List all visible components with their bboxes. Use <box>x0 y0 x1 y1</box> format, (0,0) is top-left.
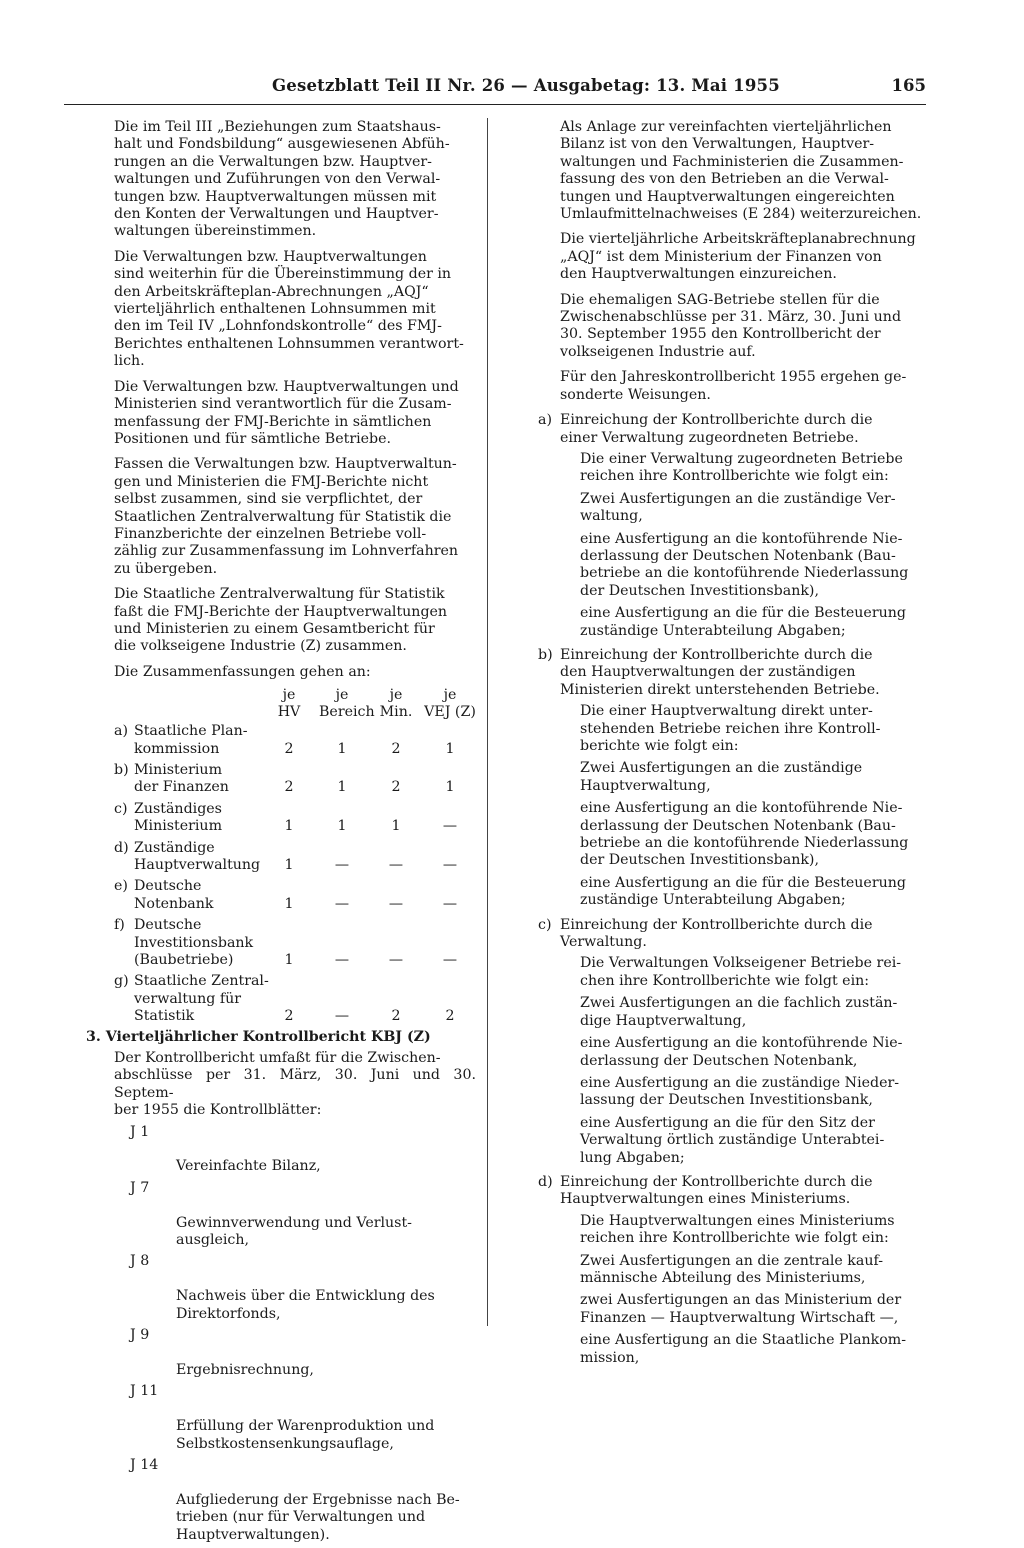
sheet-description: Vereinfachte Bilanz, <box>176 1158 321 1175</box>
table-cell: — <box>334 1008 350 1025</box>
row-label: Staatliche Plan- kommission <box>134 723 248 757</box>
section-body <box>114 1050 476 1548</box>
list-item <box>538 1173 924 1367</box>
list-item <box>114 1180 476 1250</box>
sheet-code: J 8 <box>130 1253 150 1270</box>
item-heading: Einreichung der Kontrollberichte durch die einer Verwaltung zugeordneten Betriebe. <box>560 412 873 446</box>
header-title: Gesetzblatt Teil II Nr. 26 — Ausgabetag: 13. Mai 1955 <box>272 76 780 95</box>
list-item <box>538 412 924 640</box>
paragraph: Fassen die Verwaltungen bzw. Hauptverwaltun- gen und Ministerien die FMJ-Berichte nicht selbst zusammen, sind sie verpflichtet, der Staatlichen Zentralverwaltung für Statistik die Finanzberichte der einzelnen Betriebe voll- zählig zur Zusammenfassung im Lohnverfahren zu übergeben. <box>114 456 459 577</box>
list-item <box>114 1327 476 1379</box>
right-column <box>538 119 924 1374</box>
table-row <box>114 973 476 1025</box>
sheet-code: J 11 <box>130 1383 159 1400</box>
sub-paragraph: eine Ausfertigung an die für die Besteuerung zuständige Unterabteilung Abgaben; <box>580 874 906 909</box>
table-row <box>114 723 476 758</box>
sub-paragraph: Zwei Ausfertigungen an die zuständige Hauptverwaltung, <box>580 760 863 794</box>
paragraph: Die Staatliche Zentralverwaltung für Statistik faßt die FMJ-Berichte der Hauptverwaltungen und Ministerien zu einem Gesamtbericht für die volkseigene Industrie (Z) zusammen. <box>114 586 448 655</box>
table-cell: 1 <box>445 740 455 757</box>
row-label: Ministerium der Finanzen <box>134 762 229 796</box>
table-cell: — <box>334 895 350 912</box>
sheet-code: J 9 <box>130 1327 150 1344</box>
row-label: Zuständiges Ministerium <box>134 800 223 835</box>
sub-paragraph: eine Ausfertigung an die kontoführende Nie- derlassung der Deutschen Notenbank (Bau- betriebe an die kontoführende Niederlassung der Deutschen Investitionsbank), <box>580 530 909 599</box>
table-cell: 1 <box>391 818 401 835</box>
table-cell: — <box>442 952 458 969</box>
row-letter: c) <box>114 800 128 817</box>
sub-paragraph: eine Ausfertigung an die für den Sitz der Verwaltung örtlich zuständige Unterabtei- lung Abgaben; <box>580 1114 885 1166</box>
table-cell: 2 <box>445 1008 455 1025</box>
row-letter: e) <box>114 878 128 895</box>
table-cell: 1 <box>284 818 294 835</box>
paragraph: Die ehemaligen SAG-Betriebe stellen für die Zwischenabschlüsse per 31. März, 30. Juni und 30. September 1955 den Kontrollbericht der volkseigenen Industrie auf. <box>560 291 902 360</box>
distribution-table <box>114 687 476 1026</box>
table-cell: — <box>442 857 458 874</box>
column-divider <box>487 118 488 1326</box>
item-heading: Einreichung der Kontrollberichte durch die Verwaltung. <box>560 916 873 951</box>
table-cell: 1 <box>284 952 294 969</box>
section-intro: Der Kontrollbericht umfaßt für die Zwischen- abschlüsse per 31. März, 30. Juni und 30. Septem- ber 1955 die Kontrollblätter: <box>114 1050 476 1119</box>
row-letter: a) <box>114 723 128 740</box>
row-letter: b) <box>114 762 129 778</box>
table-cell: 2 <box>391 740 401 757</box>
row-label: Staatliche Zentral- verwaltung für Statistik <box>134 973 269 1025</box>
list-item <box>114 1253 476 1323</box>
sub-paragraph: Die Hauptverwaltungen eines Ministeriums reichen ihre Kontrollberichte wie folgt ein: <box>580 1212 895 1247</box>
page-header <box>64 74 926 105</box>
sheet-description: Aufgliederung der Ergebnisse nach Be- trieben (nur für Verwaltungen und Hauptverwaltungen). <box>176 1491 460 1543</box>
sub-paragraph: Zwei Ausfertigungen an die fachlich zustän- dige Hauptverwaltung, <box>580 995 898 1029</box>
table-cell: 1 <box>337 818 347 835</box>
row-letter: f) <box>114 917 125 934</box>
paragraph: Die Verwaltungen bzw. Hauptverwaltungen sind weiterhin für die Übereinstimmung der in den Arbeitskräfteplan-Abrechnungen „AQJ“ vierteljährlich enthaltenen Lohnsummen mit den im Teil IV „Lohnfondskontrolle“ des FMJ- Berichtes enthaltenen Lohnsummen verantwort- lich. <box>114 248 464 370</box>
paragraph: Als Anlage zur vereinfachten vierteljährlichen Bilanz ist von den Verwaltungen, Hauptver- waltungen und Fachministerien die Zusammen- fassung des von den Betrieben an die Verwal- tungen und Hauptverwaltungen eingereichten Umlaufmittelnachweises (E 284) weiterzureichen. <box>560 119 922 223</box>
item-letter: d) <box>538 1173 553 1190</box>
table-cell: — <box>334 952 350 969</box>
list-item <box>114 1383 476 1453</box>
control-sheet-list <box>114 1124 476 1544</box>
item-letter: b) <box>538 646 553 663</box>
paragraph: Die im Teil III „Beziehungen zum Staatshaus- halt und Fondsbildung“ ausgewiesenen Abfüh- rungen an die Verwaltungen bzw. Hauptver- waltungen und Zuführungen von den Verwal- tungen bzw. Hauptverwaltungen müssen mit den Konten der Verwaltungen und Hauptver- waltungen übereinstimmen. <box>114 119 450 240</box>
paragraph: Die Verwaltungen bzw. Hauptverwaltungen und Ministerien sind verantwortlich für die Zusam- menfassung der FMJ-Berichte in sämtlichen Positionen und für sämtliche Betriebe. <box>114 378 459 447</box>
sub-paragraph: zwei Ausfertigungen an das Ministerium der Finanzen — Hauptverwaltung Wirtschaft —, <box>580 1292 902 1326</box>
table-cell: 1 <box>337 779 347 796</box>
sheet-code: J 1 <box>130 1123 150 1140</box>
sub-paragraph: Zwei Ausfertigungen an die zentrale kauf- männische Abteilung des Ministeriums, <box>580 1252 884 1286</box>
sub-paragraph: Zwei Ausfertigungen an die zuständige Ver- waltung, <box>580 490 896 525</box>
sheet-description: Erfüllung der Warenproduktion und Selbstkostensenkungsauflage, <box>176 1418 435 1452</box>
sub-paragraph: Die einer Hauptverwaltung direkt unter- stehenden Betriebe reichen ihre Kontroll- berichte wie folgt ein: <box>580 703 881 754</box>
left-column <box>114 119 476 1030</box>
table-cell: — <box>442 895 458 912</box>
column-header: je Bereich <box>319 687 375 721</box>
table-cell: 1 <box>284 857 294 874</box>
table-cell: 2 <box>284 1008 294 1025</box>
sub-paragraph: Die Verwaltungen Volkseigener Betriebe rei- chen ihre Kontrollberichte wie folgt ein: <box>580 955 902 989</box>
item-heading: Einreichung der Kontrollberichte durch die Hauptverwaltungen eines Ministeriums. <box>560 1173 873 1208</box>
table-cell: 2 <box>391 1008 401 1025</box>
sheet-description: Nachweis über die Entwicklung des Direktorfonds, <box>176 1288 435 1322</box>
table-cell: — <box>334 857 350 874</box>
sub-paragraph: Die einer Verwaltung zugeordneten Betriebe reichen ihre Kontrollberichte wie folgt ein: <box>580 450 903 485</box>
row-letter: g) <box>114 973 129 990</box>
list-item <box>114 1457 476 1544</box>
row-label: Deutsche Investitionsbank (Baubetriebe) <box>134 917 254 969</box>
table-cell: 1 <box>284 895 294 912</box>
distribution-intro: Die Zusammenfassungen gehen an: <box>114 663 371 680</box>
table-cell: 2 <box>284 779 294 796</box>
table-row <box>114 762 476 797</box>
table-row <box>114 840 476 875</box>
row-label: Deutsche Notenbank <box>134 878 214 912</box>
table-cell: — <box>388 952 404 969</box>
list-item <box>538 646 924 910</box>
sheet-code: J 14 <box>130 1456 159 1473</box>
section-heading: 3. Vierteljährlicher Kontrollbericht KBJ (Z) <box>86 1029 431 1045</box>
distribution-header <box>114 687 476 723</box>
column-header: je VEJ (Z) <box>424 687 476 721</box>
row-label: Zuständige Hauptverwaltung <box>134 839 261 874</box>
row-letter: d) <box>114 839 129 856</box>
table-cell: 2 <box>391 779 401 796</box>
sheet-description: Ergebnisrechnung, <box>176 1361 314 1378</box>
sub-paragraph: eine Ausfertigung an die Staatliche Plankom- mission, <box>580 1332 907 1366</box>
table-cell: — <box>388 895 404 912</box>
table-cell: — <box>442 818 458 835</box>
item-letter: c) <box>538 916 552 933</box>
column-header: je HV <box>277 687 301 721</box>
item-letter: a) <box>538 412 552 429</box>
page-number: 165 <box>891 76 926 95</box>
sub-paragraph: eine Ausfertigung an die zuständige Nieder- lassung der Deutschen Investitionsbank, <box>580 1074 900 1109</box>
table-cell: 1 <box>337 740 347 757</box>
sheet-code: J 7 <box>130 1179 150 1196</box>
table-cell: 2 <box>284 740 294 757</box>
sub-paragraph: eine Ausfertigung an die kontoführende Nie- derlassung der Deutschen Notenbank (Bau- betriebe an die kontoführende Niederlassung der Deutschen Investitionsbank), <box>580 800 909 869</box>
table-row <box>114 878 476 913</box>
list-item <box>538 916 924 1167</box>
column-header: je Min. <box>379 687 413 721</box>
paragraph: Für den Jahreskontrollbericht 1955 ergehen ge- sonderte Weisungen. <box>560 369 907 403</box>
paragraph: Die vierteljährliche Arbeitskräfteplanabrechnung „AQJ“ ist dem Ministerium der Finanzen von den Hauptverwaltungen einzureichen. <box>560 231 916 283</box>
item-heading: Einreichung der Kontrollberichte durch die den Hauptverwaltungen der zuständigen Ministerien direkt unterstehenden Betriebe. <box>560 646 880 698</box>
sub-paragraph: eine Ausfertigung an die für die Besteuerung zuständige Unterabteilung Abgaben; <box>580 605 906 639</box>
table-row <box>114 917 476 969</box>
table-cell: — <box>388 857 404 874</box>
table-row <box>114 801 476 836</box>
sub-paragraph: eine Ausfertigung an die kontoführende Nie- derlassung der Deutschen Notenbank, <box>580 1035 903 1069</box>
list-item <box>114 1124 476 1176</box>
table-cell: 1 <box>445 779 455 796</box>
sheet-description: Gewinnverwendung und Verlust- ausgleich, <box>176 1214 412 1249</box>
